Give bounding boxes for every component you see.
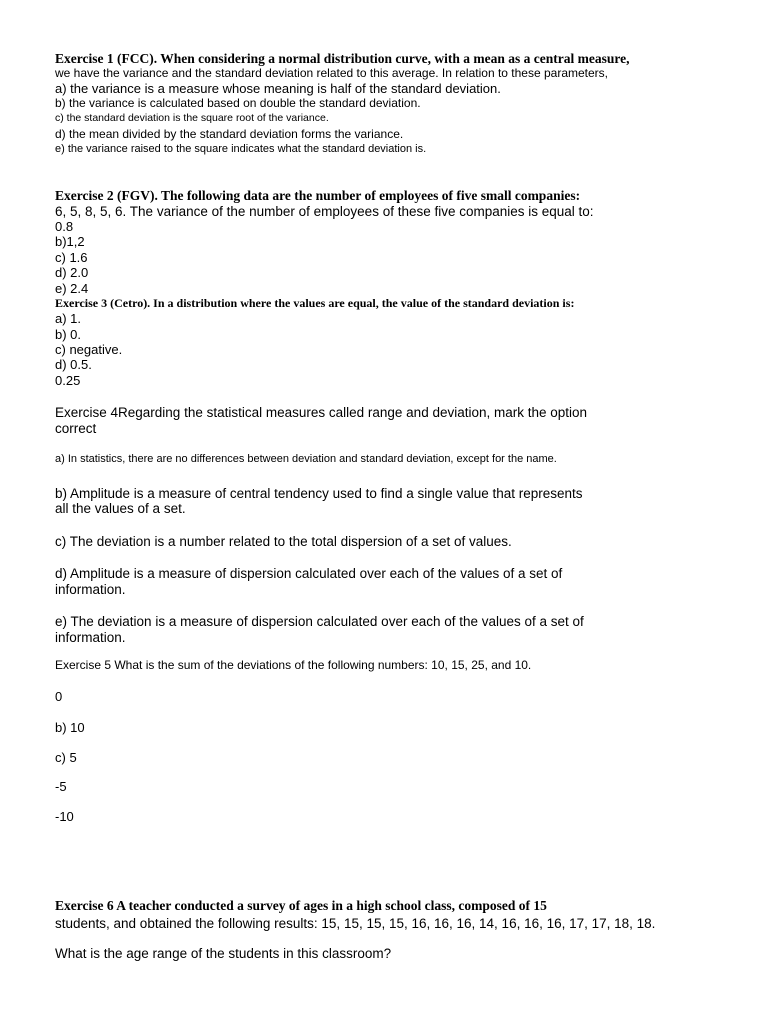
exercise-5-option-c: c) 5 xyxy=(55,750,77,765)
exercise-6-intro: students, and obtained the following results: 15, 15, 15, 15, 16, 16, 16, 14, 16, 16, 16, 17, 17, 18, 18. xyxy=(55,916,656,931)
exercise-3-heading: Exercise 3 (Cetro). In a distribution where the values are equal, the value of the standard deviation is: xyxy=(55,296,575,310)
exercise-1-option-e: e) the variance raised to the square indicates what the standard deviation is. xyxy=(55,143,427,155)
exercise-2-option-d: d) 2.0 xyxy=(55,265,89,280)
exercise-2-heading: Exercise 2 (FGV). The following data are the number of employees of five small companies: xyxy=(55,188,581,203)
exercise-6-question: What is the age range of the students in this classroom? xyxy=(55,946,392,961)
exercise-1-option-d: d) the mean divided by the standard deviation forms the variance. xyxy=(55,127,404,141)
exercise-5-heading: Exercise 5 What is the sum of the deviations of the following numbers: 10, 15, 25, and 10. xyxy=(55,658,532,672)
exercise-6-heading: Exercise 6 A teacher conducted a survey of ages in a high school class, composed of 15 xyxy=(55,898,547,913)
exercise-3-option-a: a) 1. xyxy=(55,311,82,326)
exercise-5-option-b: b) 10 xyxy=(55,720,85,735)
exercise-2-option-c: c) 1.6 xyxy=(55,250,88,265)
exercise-4-option-d-line-2: information. xyxy=(55,582,126,597)
exercise-1-option-a: a) the variance is a measure whose meaning is half of the standard deviation. xyxy=(55,81,501,96)
exercise-1-option-c: c) the standard deviation is the square root of the variance. xyxy=(55,112,329,124)
exercise-4-option-b-line-1: b) Amplitude is a measure of central tendency used to find a single value that represents xyxy=(55,486,583,501)
exercise-4-heading-line-2: correct xyxy=(55,421,97,436)
exercise-2-option-e: e) 2.4 xyxy=(55,281,89,296)
exercise-1-intro: we have the variance and the standard deviation related to this average. In relation to these parameters, xyxy=(55,66,609,80)
exercise-2-intro: 6, 5, 8, 5, 6. The variance of the number of employees of these five companies is equal to: xyxy=(55,204,594,219)
exercise-2-option-a: 0.8 xyxy=(55,219,74,234)
exercise-1-heading: Exercise 1 (FCC). When considering a normal distribution curve, with a mean as a central measure, xyxy=(55,51,630,66)
exercise-3-option-b: b) 0. xyxy=(55,327,82,342)
exercise-4-option-e-line-1: e) The deviation is a measure of dispersion calculated over each of the values of a set of xyxy=(55,614,584,629)
exercise-3-option-c: c) negative. xyxy=(55,342,123,357)
exercise-4-option-a: a) In statistics, there are no differences between deviation and standard deviation, except for the name. xyxy=(55,453,557,465)
exercise-5-option-a: 0 xyxy=(55,689,63,704)
exercise-4-option-c: c) The deviation is a number related to the total dispersion of a set of values. xyxy=(55,534,512,549)
exercise-2-option-b: b)1,2 xyxy=(55,234,85,249)
exercise-4-option-e-line-2: information. xyxy=(55,630,126,645)
exercise-5-option-d: -5 xyxy=(55,779,67,794)
exercise-5-option-e: -10 xyxy=(55,809,74,824)
exercise-1-option-b: b) the variance is calculated based on double the standard deviation. xyxy=(55,96,421,110)
exercise-4-option-d-line-1: d) Amplitude is a measure of dispersion calculated over each of the values of a set of xyxy=(55,566,563,581)
exercise-3-option-d: d) 0.5. xyxy=(55,357,92,372)
exercise-4-option-b-line-2: all the values of a set. xyxy=(55,501,186,516)
exercise-3-option-e: 0.25 xyxy=(55,373,81,388)
exercise-4-heading-line-1: Exercise 4Regarding the statistical measures called range and deviation, mark the option xyxy=(55,405,588,420)
